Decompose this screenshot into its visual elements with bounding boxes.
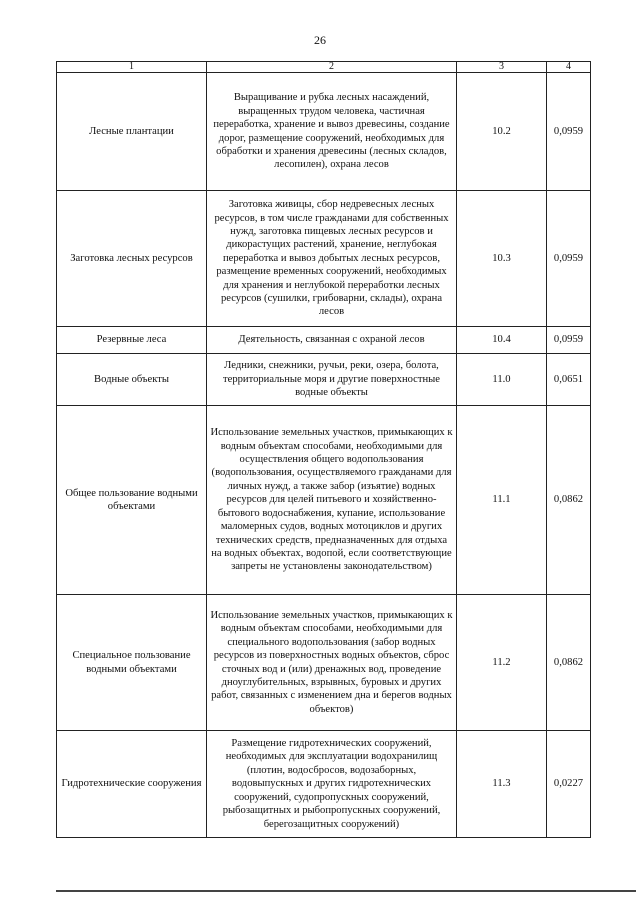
row-description: Размещение гидротехнических сооружений, необходимых для эксплуатации водохранилищ (плотин, водосбросов, водозаборных, водовыпускных и других гидротехнических сооружений, судопропускных сооружений, рыбозащитных и рыбопропускных сооружений, берегозащитных сооружений) [207,731,457,838]
row-code: 10.2 [457,73,547,191]
row-code: 10.3 [457,191,547,327]
land-use-table [56,61,591,838]
row-coefficient: 0,0959 [547,73,591,191]
row-description: Заготовка живицы, сбор недревесных лесных ресурсов, в том числе гражданами для собственных нужд, заготовка пищевых лесных ресурсов и дикорастущих растений, хранение, неглубокая переработка и вывоз добытых лесных ресурсов, размещение временных сооружений, необходимых для хранения и неглубокой переработки лесных ресурсов (сушилки, грибоварни, склады), охрана лесов [207,191,457,327]
table-row [57,406,591,595]
row-name: Резервные леса [57,327,207,354]
row-name: Лесные плантации [57,73,207,191]
header-cell-3: 3 [457,62,547,73]
bottom-scan-edge [56,890,636,892]
table-header-row [57,62,591,73]
row-coefficient: 0,0227 [547,731,591,838]
row-name: Заготовка лесных ресурсов [57,191,207,327]
row-coefficient: 0,0651 [547,354,591,406]
row-code: 11.1 [457,406,547,595]
table-row [57,73,591,191]
row-code: 11.0 [457,354,547,406]
row-name: Общее пользование водными объектами [57,406,207,595]
page-number: 26 [314,33,326,47]
row-name: Гидротехнические сооружения [57,731,207,838]
row-coefficient: 0,0959 [547,327,591,354]
row-description: Использование земельных участков, примыкающих к водным объектам способами, необходимыми для осуществления общего водопользования (водопользования, осуществляемого гражданами для личных нужд, а также забор (изъятие) водных ресурсов для целей питьевого и хозяйственно-бытового водоснабжения, купание, использование маломерных судов, водных мотоциклов и других технических средств, предназначенных для отдыха на водных объектах, водопой, если соответствующие запреты не установлены законодательством) [207,406,457,595]
header-cell-4: 4 [547,62,591,73]
table-row [57,191,591,327]
row-name: Водные объекты [57,354,207,406]
table-row [57,731,591,838]
table-row [57,327,591,354]
header-cell-2: 2 [207,62,457,73]
row-coefficient: 0,0862 [547,595,591,731]
row-description: Использование земельных участков, примыкающих к водным объектам способами, необходимыми для специального водопользования (забор водных ресурсов из поверхностных водных объектов, сброс сточных вод и (или) дренажных вод, проведение дноуглубительных, взрывных, буровых и других работ, связанных с изменением дна и берегов водных объектов) [207,595,457,731]
row-coefficient: 0,0959 [547,191,591,327]
row-description: Ледники, снежники, ручьи, реки, озера, болота, территориальные моря и другие поверхностные водные объекты [207,354,457,406]
row-code: 11.3 [457,731,547,838]
row-code: 11.2 [457,595,547,731]
header-cell-1: 1 [57,62,207,73]
table-row [57,595,591,731]
row-description: Выращивание и рубка лесных насаждений, выращенных трудом человека, частичная переработка, хранение и вывоз древесины, создание дорог, размещение сооружений, необходимых для обработки и хранения древесины (лесных складов, лесопилен), охрана лесов [207,73,457,191]
row-code: 10.4 [457,327,547,354]
table-row [57,354,591,406]
row-coefficient: 0,0862 [547,406,591,595]
row-description: Деятельность, связанная с охраной лесов [207,327,457,354]
row-name: Специальное пользование водными объектами [57,595,207,731]
